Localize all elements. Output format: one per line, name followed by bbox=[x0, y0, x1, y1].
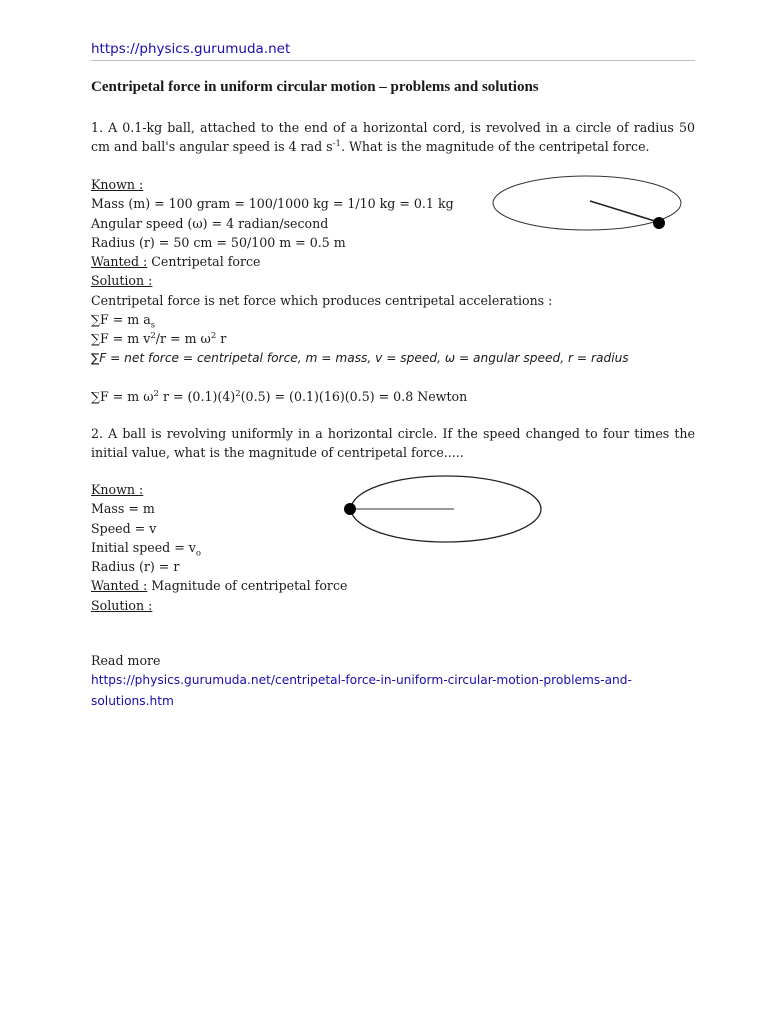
problem2-known-section bbox=[91, 480, 347, 615]
header-divider bbox=[91, 60, 695, 61]
cord-line-1 bbox=[590, 201, 658, 222]
known-label: Known : bbox=[91, 177, 144, 192]
variable-legend: ∑F = net force = centripetal force, m = mass, v = speed, ω = angular speed, r = radius bbox=[91, 350, 629, 365]
problem1-statement: 1. A 0.1-kg ball, attached to the end of a horizontal cord, is revolved in a circle of radius 50 cm and ball's angular speed is 4 rad $s^{-1}$. What is the magnitude of the centripetal force. bbox=[91, 120, 695, 155]
equation-2: ∑F = m $v^2/r = m$ $\omega^2$ r bbox=[91, 331, 227, 347]
known-label-2: Known : bbox=[91, 482, 144, 497]
mass-line-2: Mass = m bbox=[91, 501, 155, 517]
read-more-section bbox=[91, 651, 632, 711]
read-more-link-line2[interactable]: solutions.htm bbox=[91, 693, 174, 708]
circular-motion-diagram-2 bbox=[338, 470, 546, 550]
circular-motion-diagram-1 bbox=[490, 172, 686, 234]
ball-2 bbox=[344, 503, 356, 515]
read-more-link-line1[interactable]: https://physics.gurumuda.net/centripetal-force-in-uniform-circular-motion-problems-and- bbox=[91, 673, 632, 688]
speed-line: Speed = v bbox=[91, 520, 157, 536]
ball-1 bbox=[653, 217, 665, 229]
wanted-line: Wanted : Centripetal force bbox=[91, 254, 261, 270]
read-more-label: Read more bbox=[91, 653, 161, 668]
page-title: Centripetal force in uniform circular motion – problems and solutions bbox=[91, 79, 539, 95]
equation-1: ∑F = m $a_s$ bbox=[91, 312, 156, 331]
radius-line: Radius (r) = 50 cm = 50/100 m = 0.5 m bbox=[91, 234, 346, 250]
initial-speed-line: Initial speed = $v_o$ bbox=[91, 539, 202, 559]
site-header-link[interactable]: https://physics.gurumuda.net bbox=[91, 41, 291, 57]
solution-label: Solution : bbox=[91, 273, 153, 289]
problem2-statement: 2. A ball is revolving uniformly in a horizontal circle. If the speed changed to four times the initial value, what is the magnitude of centripetal force..... bbox=[91, 426, 695, 461]
solution-label-2: Solution : bbox=[91, 597, 153, 613]
mass-line: Mass (m) = 100 gram = 100/1000 kg = 1/10 kg = 0.1 kg bbox=[91, 196, 454, 212]
wanted-line-2: Wanted : Magnitude of centripetal force bbox=[91, 578, 348, 594]
radius-line-2: Radius (r) = r bbox=[91, 559, 180, 575]
calculation-line: ∑F = m $\omega^2$ $r = (0.1)(4)^2(0.5) = (0.1)(16)(0.5) = 0.8$ Newton bbox=[91, 389, 468, 405]
angular-speed-line: Angular speed (ω) = 4 radian/second bbox=[91, 215, 329, 231]
orbit-ellipse-1 bbox=[493, 176, 681, 230]
solution-intro: Centripetal force is net force which produces centripetal accelerations : bbox=[91, 292, 553, 308]
